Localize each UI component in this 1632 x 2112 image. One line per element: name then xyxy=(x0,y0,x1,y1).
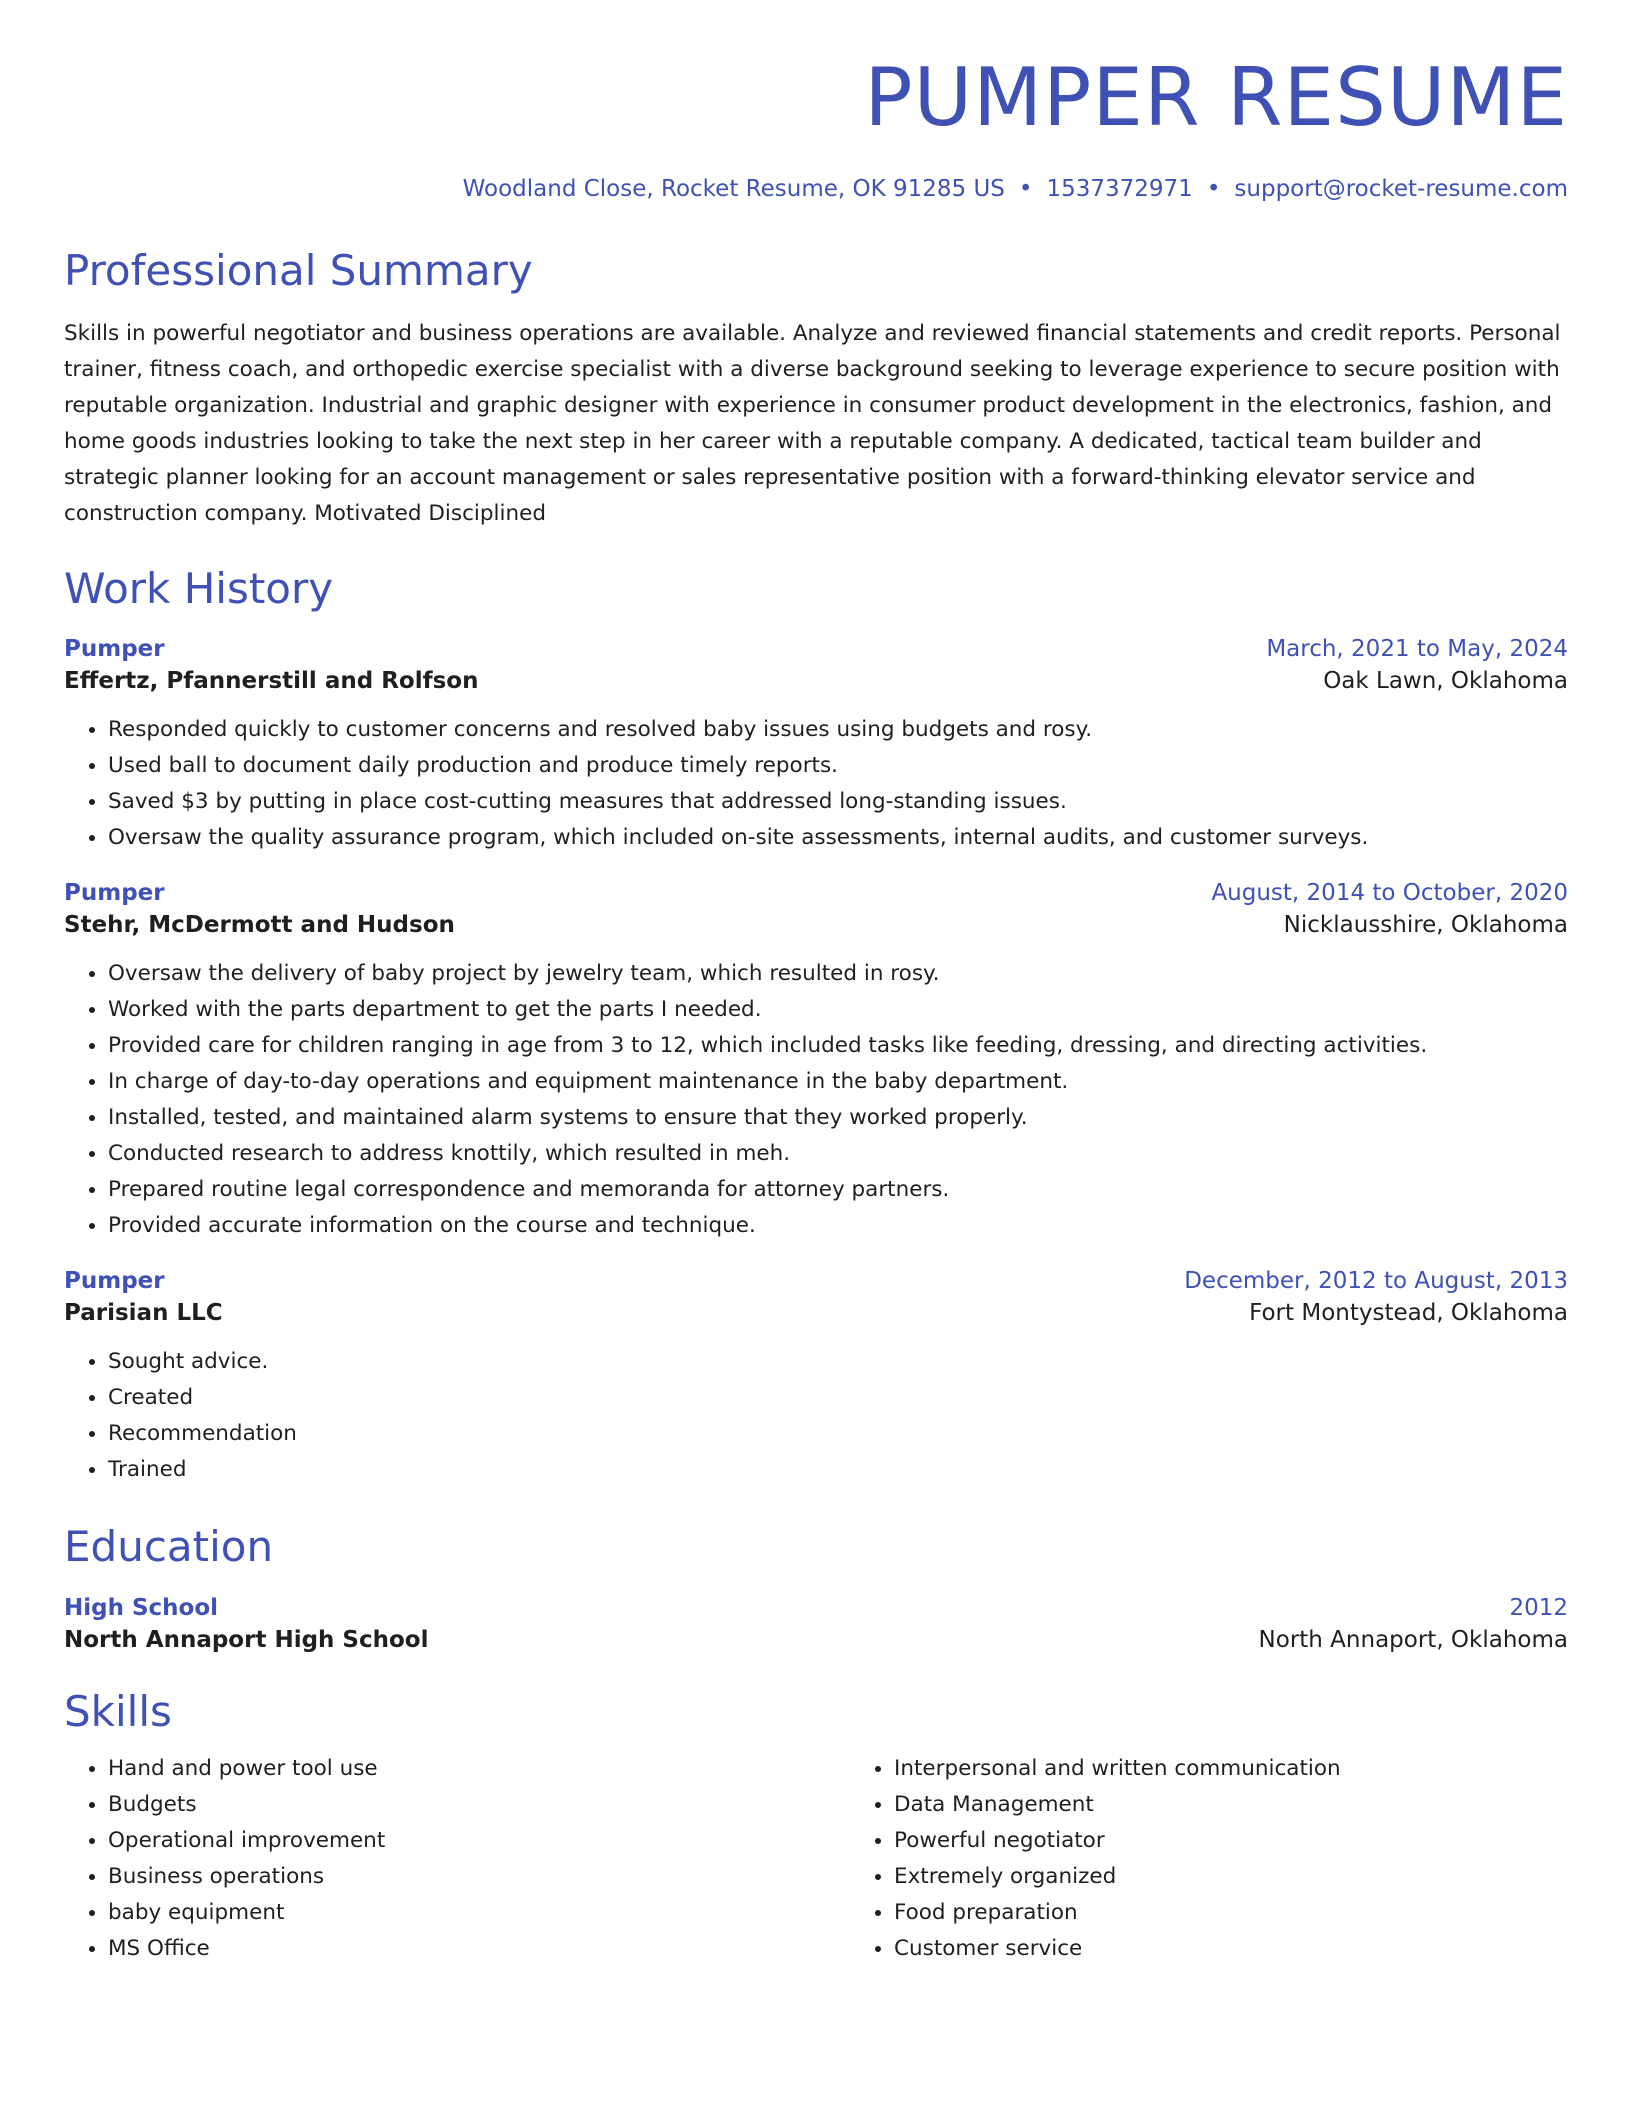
list-item: • Interpersonal and written communication xyxy=(894,1751,1568,1787)
list-item: • MS Office xyxy=(108,1931,850,1967)
list-item: • Hand and power tool use xyxy=(108,1751,850,1787)
contact-separator: • xyxy=(1018,176,1033,202)
education-entry xyxy=(64,1595,1568,1653)
resume-name: PUMPER RESUME xyxy=(864,51,1568,144)
contact-email[interactable]: support@rocket-resume.com xyxy=(1234,176,1568,202)
list-item: • Installed, tested, and maintained alarm systems to ensure that they worked properly. xyxy=(108,1100,1568,1136)
job-entry xyxy=(64,880,1568,1244)
list-item: • Recommendation xyxy=(108,1416,1568,1452)
education-degree: High School xyxy=(64,1594,219,1621)
job-company: Effertz, Pfannerstill and Rolfson xyxy=(64,668,479,695)
list-item: • Customer service xyxy=(894,1931,1568,1967)
list-item: • In charge of day-to-day operations and equipment maintenance in the baby department. xyxy=(108,1064,1568,1100)
list-item: • Responded quickly to customer concerns and resolved baby issues using budgets and rosy. xyxy=(108,712,1568,748)
skills-right-list xyxy=(850,1751,1568,1967)
list-item: • Used ball to document daily production and produce timely reports. xyxy=(108,748,1568,784)
job-role: Pumper xyxy=(64,636,165,663)
list-item: • Trained xyxy=(108,1452,1568,1488)
work-history-heading: Work History xyxy=(64,564,334,614)
list-item: • Budgets xyxy=(108,1787,850,1823)
skills-left-list xyxy=(64,1751,850,1967)
job-location: Fort Montystead, Oklahoma xyxy=(1249,1300,1568,1327)
job-role: Pumper xyxy=(64,880,165,907)
job-bullets xyxy=(64,712,1568,856)
list-item: • Conducted research to address knottily, which resulted in meh. xyxy=(108,1136,1568,1172)
job-dates: March, 2021 to May, 2024 xyxy=(1266,636,1568,663)
summary-text: Skills in powerful negotiator and business operations are available. Analyze and reviewed financial statements and credit reports. Personal trainer, fitness coach, and orthopedic exercise specialist with a diverse background seeking to leverage experience to secure position with reputable organization. Industrial and graphic designer with experience in consumer product development in the electronics, fashion, and home goods industries looking to take the next step in her career with a reputable company. A dedicated, tactical team builder and strategic planner looking for an account management or sales representative position with a forward-thinking elevator service and construction company. Motivated Disciplined xyxy=(64,321,1561,527)
job-bullets xyxy=(64,956,1568,1244)
job-entry xyxy=(64,1268,1568,1488)
contact-phone: 1537372971 xyxy=(1046,176,1193,202)
job-dates: December, 2012 to August, 2013 xyxy=(1184,1268,1568,1295)
list-item: • Oversaw the quality assurance program, which included on-site assessments, internal audits, and customer surveys. xyxy=(108,820,1568,856)
job-company: Stehr, McDermott and Hudson xyxy=(64,912,455,939)
education-heading: Education xyxy=(64,1522,274,1572)
list-item: • Created xyxy=(108,1380,1568,1416)
job-role: Pumper xyxy=(64,1268,165,1295)
list-item: • Provided care for children ranging in age from 3 to 12, which included tasks like feeding, dressing, and directing activities. xyxy=(108,1028,1568,1064)
list-item: • Provided accurate information on the course and technique. xyxy=(108,1208,1568,1244)
list-item: • baby equipment xyxy=(108,1895,850,1931)
job-entry xyxy=(64,636,1568,856)
contact-address: Woodland Close, Rocket Resume, OK 91285 US xyxy=(462,176,1005,202)
list-item: • Powerful negotiator xyxy=(894,1823,1568,1859)
job-dates: August, 2014 to October, 2020 xyxy=(1211,880,1568,907)
list-item: • Sought advice. xyxy=(108,1344,1568,1380)
education-location: North Annaport, Oklahoma xyxy=(1258,1626,1568,1653)
list-item: • Business operations xyxy=(108,1859,850,1895)
summary-heading: Professional Summary xyxy=(64,246,533,295)
contact-line xyxy=(64,176,1568,202)
list-item: • Prepared routine legal correspondence and memoranda for attorney partners. xyxy=(108,1172,1568,1208)
contact-separator: • xyxy=(1206,176,1221,202)
job-bullets xyxy=(64,1344,1568,1488)
education-year: 2012 xyxy=(1509,1594,1568,1621)
job-location: Nicklausshire, Oklahoma xyxy=(1283,912,1568,939)
job-company: Parisian LLC xyxy=(64,1300,223,1327)
job-location: Oak Lawn, Oklahoma xyxy=(1323,668,1568,695)
list-item: • Food preparation xyxy=(894,1895,1568,1931)
list-item: • Worked with the parts department to get the parts I needed. xyxy=(108,992,1568,1028)
skills-heading: Skills xyxy=(64,1686,172,1736)
list-item: • Operational improvement xyxy=(108,1823,850,1859)
list-item: • Data Management xyxy=(894,1787,1568,1823)
list-item: • Oversaw the delivery of baby project by jewelry team, which resulted in rosy. xyxy=(108,956,1568,992)
skills-columns xyxy=(64,1751,1568,1967)
list-item: • Extremely organized xyxy=(894,1859,1568,1895)
education-school: North Annaport High School xyxy=(64,1626,429,1653)
list-item: • Saved $3 by putting in place cost-cutting measures that addressed long-standing issues. xyxy=(108,784,1568,820)
